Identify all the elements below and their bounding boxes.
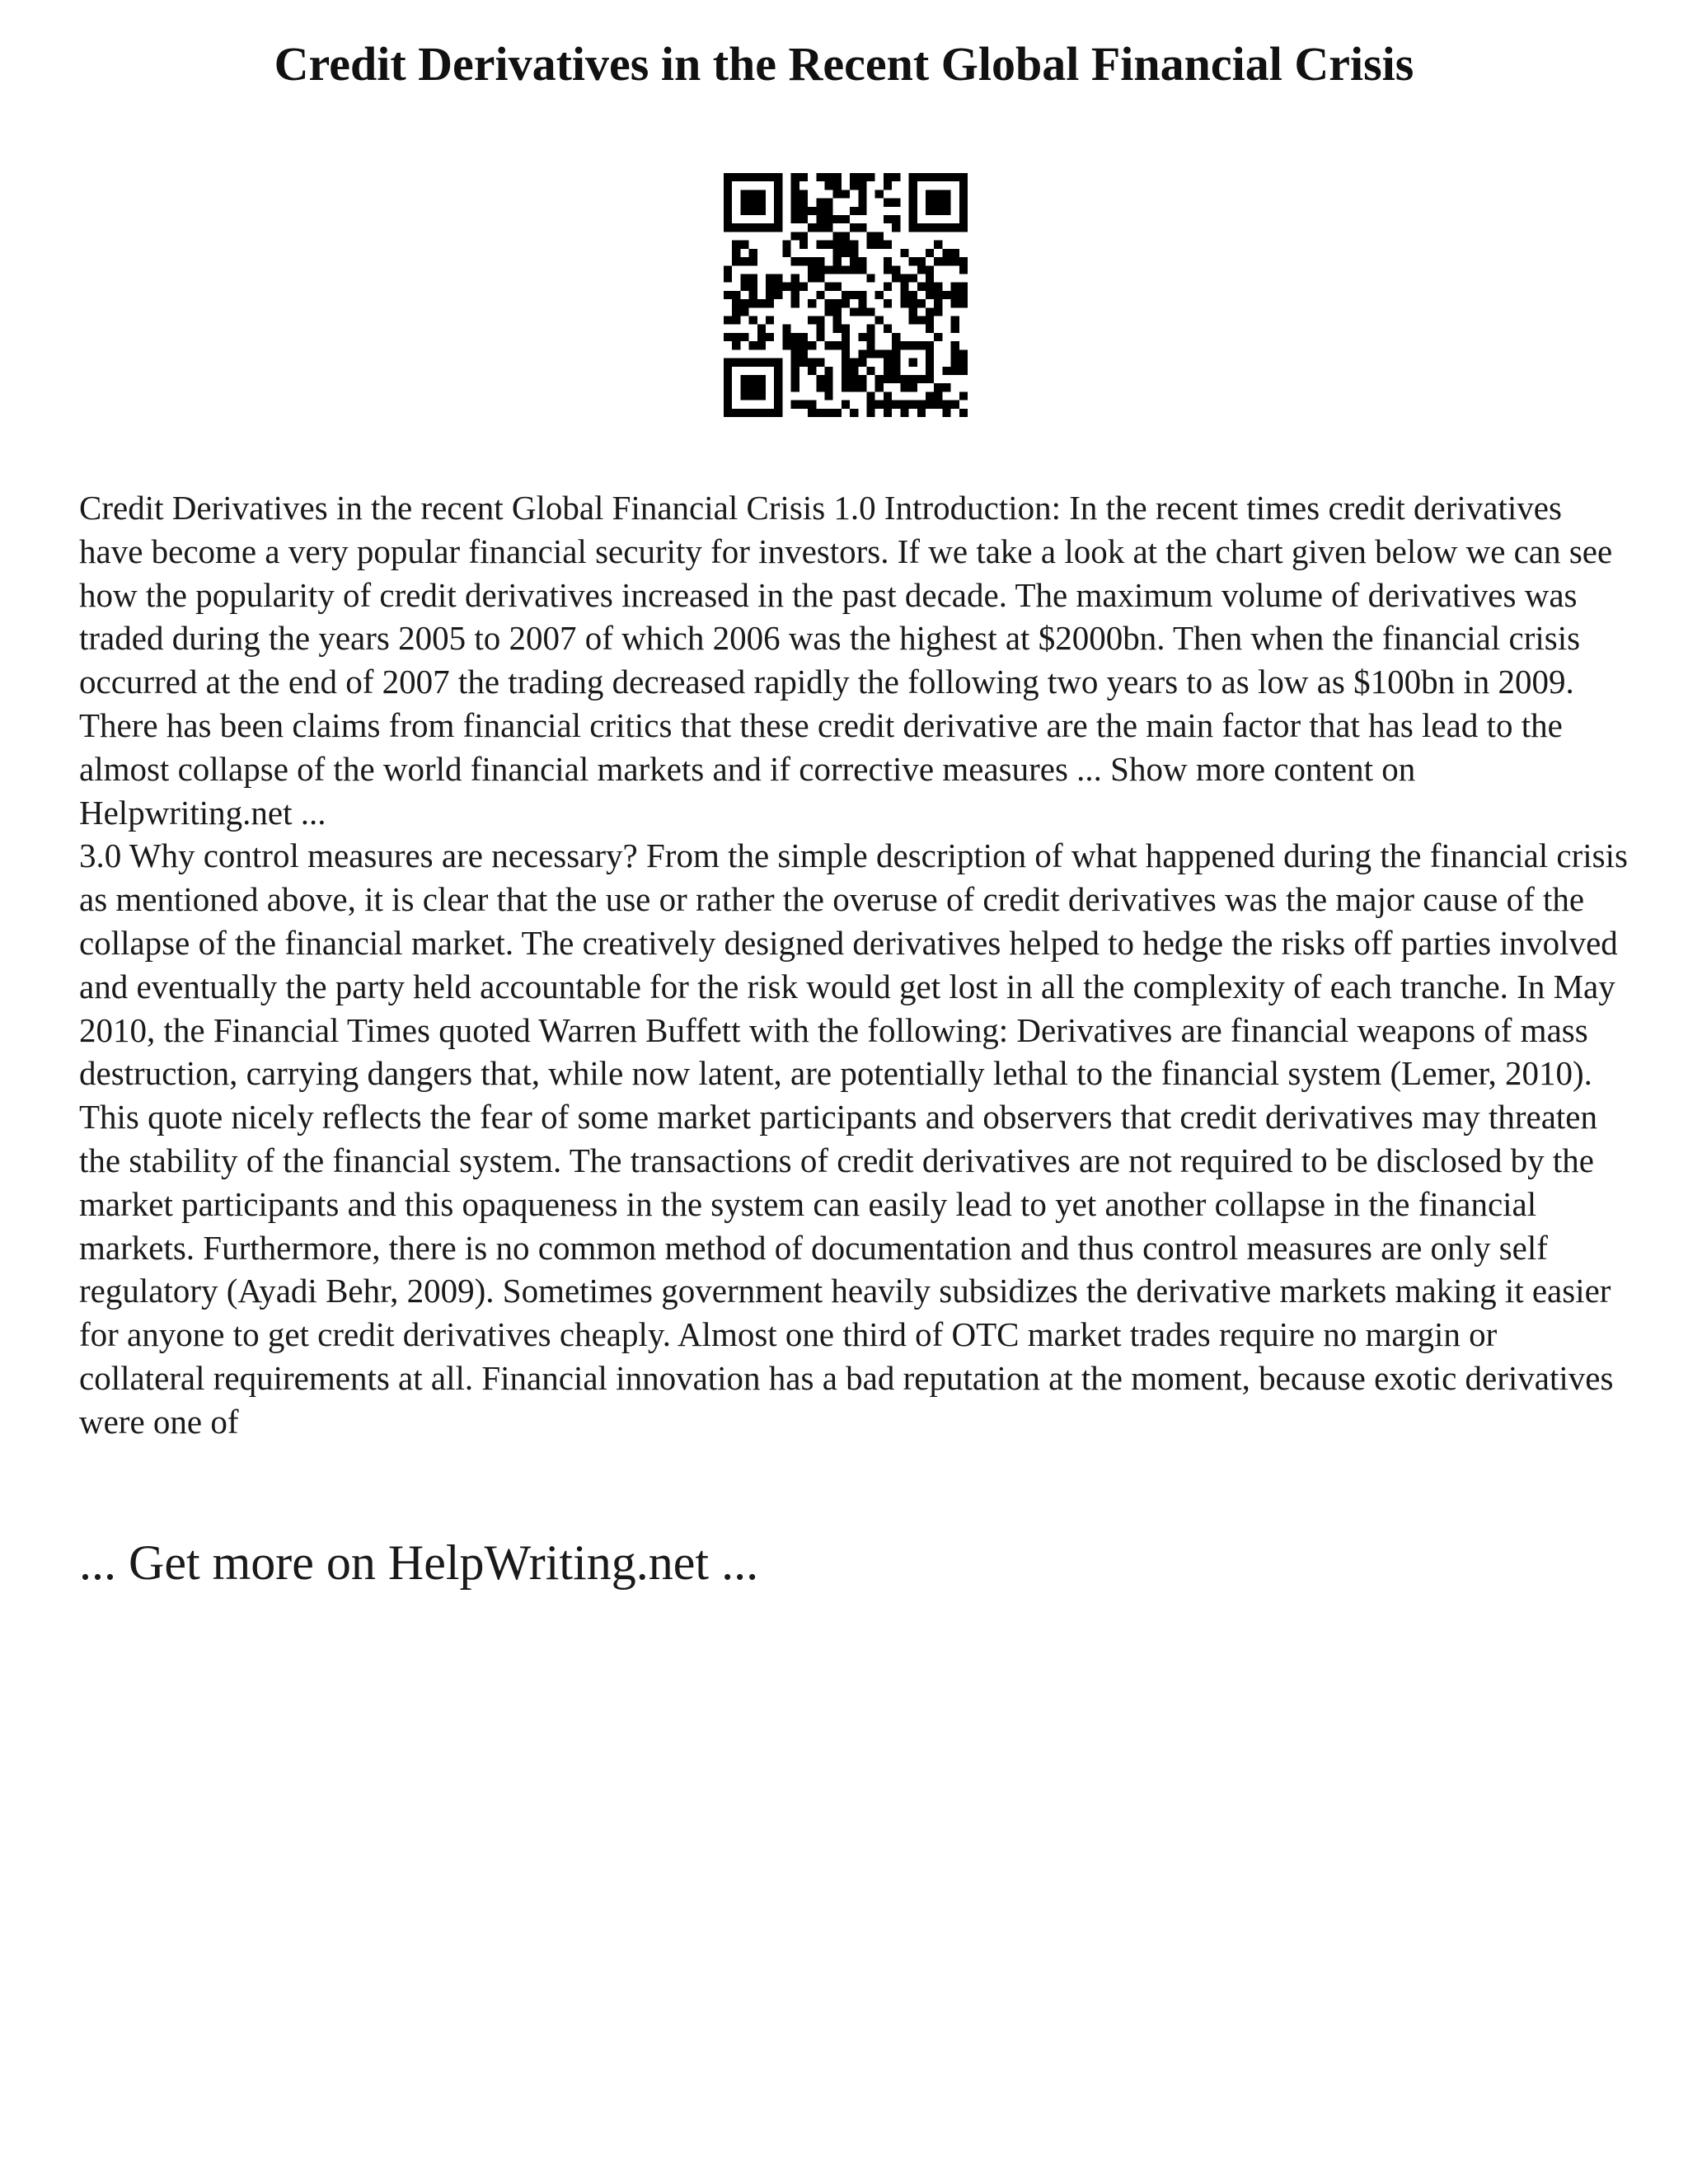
page-title: Credit Derivatives in the Recent Global Financial Crisis	[274, 37, 1414, 91]
get-more-link[interactable]: ... Get more on HelpWriting.net ...	[79, 1535, 759, 1590]
article-body	[79, 486, 1629, 1444]
qr-code-icon	[724, 173, 968, 417]
paragraph-introduction: Credit Derivatives in the recent Global Financial Crisis 1.0 Introduction: In the recent times credit derivatives have become a very popular financial security for investors. If we take a look at the chart given below we can see how the popularity of credit derivatives increased in the past decade. The maximum volume of derivatives was traded during the years 2005 to 2007 of which 2006 was the highest at $2000bn. Then when the financial crisis occurred at the end of 2007 the trading decreased rapidly the following two years to as low as $100bn in 2009. There has been claims from financial critics that these credit derivative are the main factor that has lead to the almost collapse of the world financial markets and if corrective measures ... Show more content on Helpwriting.net ...	[79, 489, 1613, 832]
paragraph-control-measures: 3.0 Why control measures are necessary? From the simple description of what happened during the financial crisis as mentioned above, it is clear that the use or rather the overuse of credit derivatives was the major cause of the collapse of the financial market. The creatively designed derivatives helped to hedge the risks off parties involved and eventually the party held accountable for the risk would get lost in all the complexity of each tranche. In May 2010, the Financial Times quoted Warren Buffett with the following: Derivatives are financial weapons of mass destruction, carrying dangers that, while now latent, are potentially lethal to the financial system (Lemer, 2010). This quote nicely reflects the fear of some market participants and observers that credit derivatives may threaten the stability of the financial system. The transactions of credit derivatives are not required to be disclosed by the market participants and this opaqueness in the system can easily lead to yet another collapse in the financial markets. Furthermore, there is no common method of documentation and thus control measures are only self regulatory (Ayadi Behr, 2009). Sometimes government heavily subsidizes the derivative markets making it easier for anyone to get credit derivatives cheaply. Almost one third of OTC market trades require no margin or collateral requirements at all. Financial innovation has a bad reputation at the moment, because exotic derivatives were one of	[79, 837, 1628, 1441]
